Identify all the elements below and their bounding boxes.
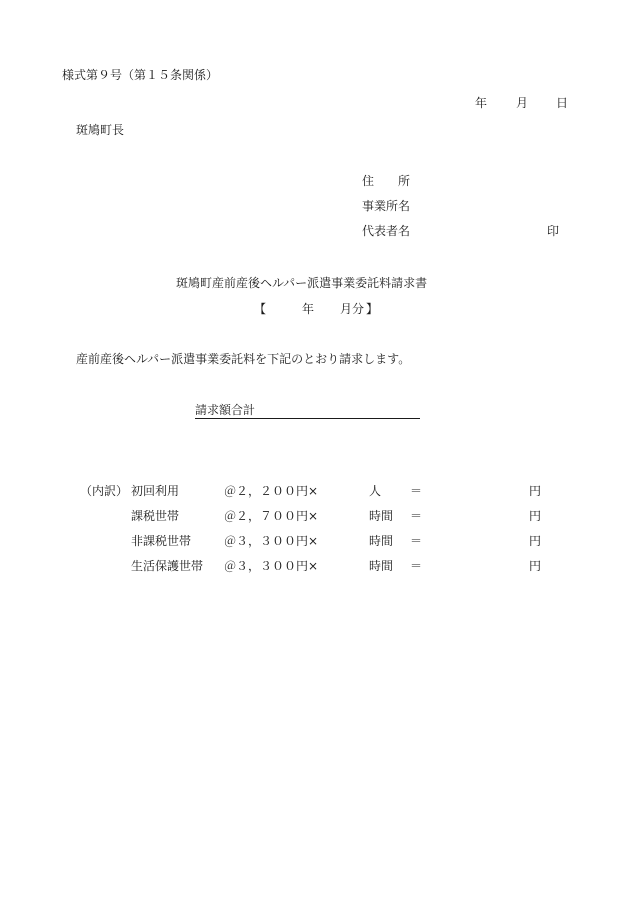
breakdown-row-equals: ＝	[410, 484, 423, 498]
representative-label: 代表者名	[362, 224, 411, 238]
breakdown-row-name: 課税世帯	[131, 509, 180, 523]
breakdown-row-rate: ＠２，７００円×	[224, 509, 319, 523]
breakdown-row-yen: 円	[529, 559, 542, 573]
breakdown-row-unit: 人	[369, 484, 382, 498]
date-month-label: 月	[516, 96, 529, 110]
title-month-label: 月分	[340, 302, 365, 316]
breakdown-row-name: 初回利用	[131, 484, 180, 498]
breakdown-label: （内訳）	[80, 484, 129, 498]
breakdown-row-unit: 時間	[369, 509, 394, 523]
breakdown-row-rate: ＠３，３００円×	[224, 534, 319, 548]
breakdown-row-equals: ＝	[410, 534, 423, 548]
breakdown-row-name: 非課税世帯	[131, 534, 192, 548]
request-statement: 産前産後ヘルパー派遣事業委託料を下記のとおり請求します。	[76, 352, 411, 366]
form-number: 様式第９号（第１５条関係）	[62, 68, 219, 82]
breakdown-row-unit: 時間	[369, 534, 394, 548]
date-day-label: 日	[556, 96, 569, 110]
total-label: 請求額合計	[195, 403, 256, 417]
office-name-label: 事業所名	[362, 199, 411, 213]
breakdown-row-yen: 円	[529, 509, 542, 523]
breakdown-row-yen: 円	[529, 534, 542, 548]
title-year-label: 年	[302, 302, 315, 316]
breakdown-row-equals: ＝	[410, 559, 423, 573]
breakdown-row-rate: ＠３，３００円×	[224, 559, 319, 573]
total-underline	[195, 418, 420, 419]
title-bracket-open: 【	[254, 302, 267, 316]
breakdown-row-unit: 時間	[369, 559, 394, 573]
breakdown-row-yen: 円	[529, 484, 542, 498]
breakdown-row-equals: ＝	[410, 509, 423, 523]
date-year-label: 年	[475, 96, 488, 110]
breakdown-row-rate: ＠２，２００円×	[224, 484, 319, 498]
title-bracket-close: 】	[366, 302, 379, 316]
seal-mark: 印	[547, 224, 560, 238]
address-label: 住 所	[362, 174, 411, 188]
breakdown-row-name: 生活保護世帯	[131, 559, 204, 573]
document-title: 斑鳩町産前産後ヘルパー派遣事業委託料請求書	[176, 276, 428, 290]
recipient: 斑鳩町長	[76, 123, 125, 137]
